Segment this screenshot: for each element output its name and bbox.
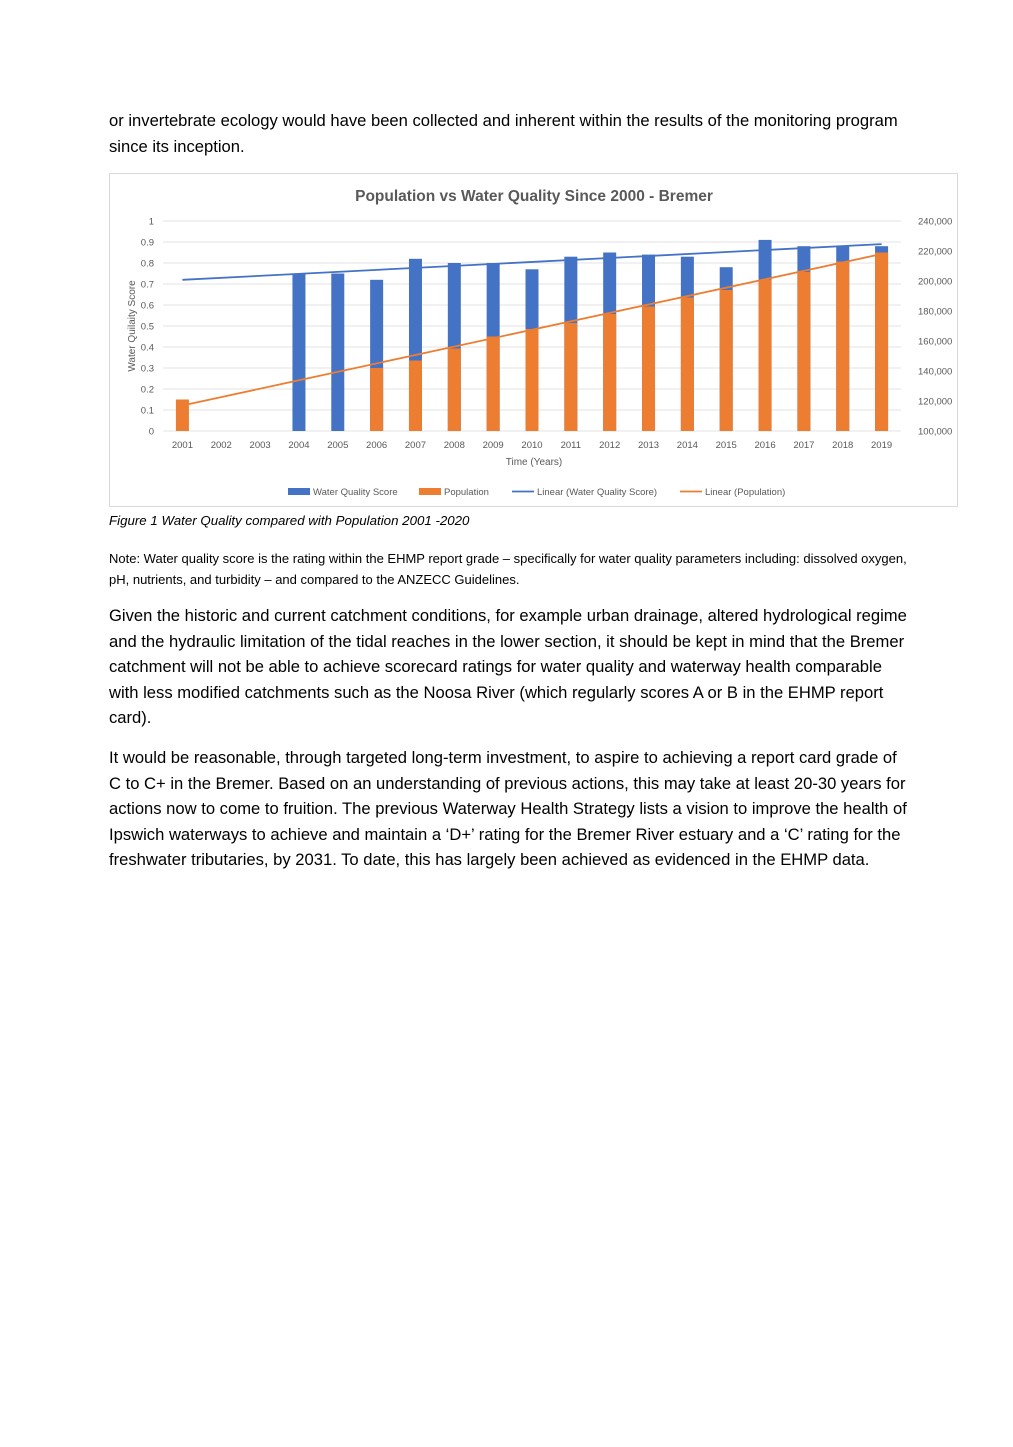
y-tick-label: 1 (148, 216, 154, 228)
y-tick-label: 0.9 (140, 237, 154, 249)
x-tick-label: 2017 (793, 440, 815, 451)
y2-tick-label: 100,000 (918, 426, 953, 438)
legend-label: Water Quality Score (313, 487, 398, 498)
x-tick-label: 2011 (560, 440, 582, 451)
y-tick-label: 0.6 (140, 300, 154, 312)
x-tick-label: 2012 (599, 440, 621, 451)
bar-population (759, 280, 772, 432)
bar-population (448, 349, 461, 432)
y-tick-label: 0.5 (140, 321, 154, 333)
x-tick-label: 2009 (482, 440, 504, 451)
bar-population (370, 368, 383, 431)
bar-water-quality (292, 274, 305, 432)
x-tick-label: 2003 (249, 440, 271, 451)
y-tick-label: 0.1 (140, 405, 154, 417)
bar-population (642, 307, 655, 432)
x-tick-label: 2018 (832, 440, 854, 451)
figure-caption: Figure 1 Water Quality compared with Population 2001 -2020 (109, 513, 470, 528)
legend-label: Population (444, 487, 489, 498)
x-tick-label: 2016 (754, 440, 776, 451)
y2-tick-label: 120,000 (918, 396, 953, 408)
x-tick-label: 2013 (637, 440, 660, 451)
y2-tick-label: 220,000 (918, 246, 953, 258)
y2-tick-label: 140,000 (918, 366, 953, 378)
legend-swatch (419, 488, 441, 495)
legend-label: Linear (Population) (705, 487, 786, 498)
y2-tick-label: 240,000 (918, 216, 953, 228)
bar-population (564, 323, 577, 431)
chart-frame (109, 173, 958, 507)
bar-population (836, 262, 849, 432)
y-tick-label: 0.4 (140, 342, 154, 354)
bar-population (875, 253, 888, 432)
y-tick-label: 0 (148, 426, 154, 438)
y-tick-label: 0.8 (140, 258, 154, 270)
x-tick-label: 2015 (715, 440, 737, 451)
x-tick-label: 2008 (443, 440, 465, 451)
y2-tick-label: 180,000 (918, 306, 953, 318)
x-tick-label: 2014 (676, 440, 698, 451)
x-axis-label: Time (Years) (505, 457, 563, 468)
bar-population (487, 337, 500, 432)
y-tick-label: 0.7 (140, 279, 154, 291)
bar-population (409, 361, 422, 432)
paragraph-intro: or invertebrate ecology would have been collected and inherent within the results of the monitoring program since its inception. (109, 111, 898, 156)
x-tick-label: 2019 (871, 440, 893, 451)
x-tick-label: 2001 (171, 440, 193, 451)
x-tick-label: 2004 (288, 440, 310, 451)
y-axis-label: Water Quilaity Score (127, 280, 138, 372)
bar-population (720, 290, 733, 431)
y-tick-label: 0.2 (140, 384, 154, 396)
y2-tick-label: 200,000 (918, 276, 953, 288)
bar-population (603, 314, 616, 431)
population-water-quality-chart (110, 174, 959, 508)
bar-water-quality (331, 274, 344, 432)
y-tick-label: 0.3 (140, 363, 154, 375)
y2-tick-label: 160,000 (918, 336, 953, 348)
paragraph-catchment-conditions: Given the historic and current catchment conditions, for example urban drainage, altered hydrological regime and the hydraulic limitation of the tidal reaches in the lower section, it should be kept in mind that the Bremer catchment will not be able to achieve scorecard ratings for water quality and waterway health comparable with less modified catchments such as the Noosa River (which regularly scores A or B in the EHMP report card). (109, 606, 907, 728)
x-tick-label: 2010 (521, 440, 543, 451)
x-tick-label: 2005 (327, 440, 349, 451)
x-tick-label: 2002 (210, 440, 232, 451)
bar-population (797, 272, 810, 431)
bar-population (526, 329, 539, 431)
legend-swatch (288, 488, 310, 495)
figure-note: Note: Water quality score is the rating within the EHMP report grade – specifically for water quality parameters including: dissolved oxygen, pH, nutrients, and turbidity – and compared to the ANZECC Guidelines. (109, 551, 907, 587)
chart-title: Population vs Water Quality Since 2000 - Bremer (355, 188, 713, 205)
x-tick-label: 2006 (366, 440, 388, 451)
bar-population (681, 298, 694, 432)
legend-label: Linear (Water Quality Score) (537, 487, 658, 498)
x-tick-label: 2007 (404, 440, 427, 451)
paragraph-report-card-target: It would be reasonable, through targeted long-term investment, to aspire to achieving a report card grade of C to C+ in the Bremer. Based on an understanding of previous actions, this may take at least 20-30 years for actions now to come to fruition. The previous Waterway Health Strategy lists a vision to improve the health of Ipswich waterways to achieve and maintain a ‘D+’ rating for the Bremer River estuary and a ‘C’ rating for the freshwater tributaries, by 2031. To date, this has largely been achieved as evidenced in the EHMP data. (109, 748, 907, 870)
